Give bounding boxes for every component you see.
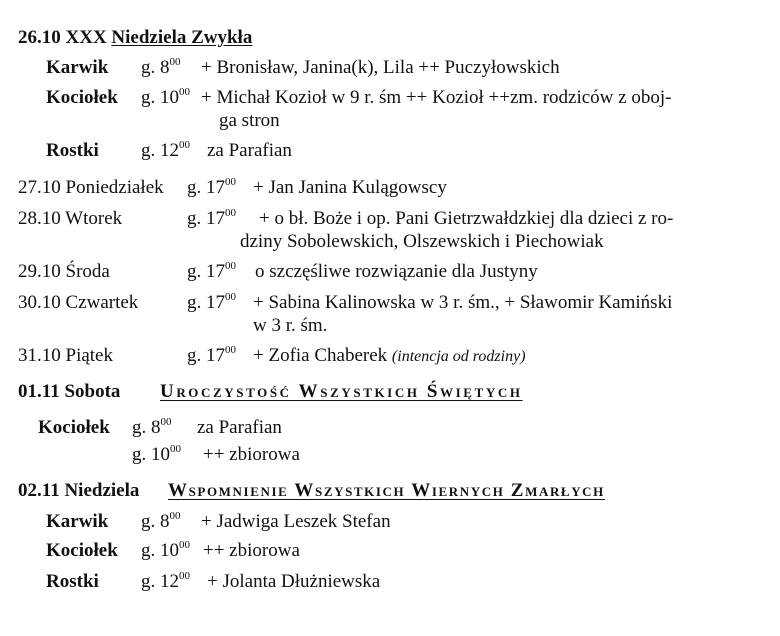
intention-text: za Parafian: [197, 417, 282, 438]
intention-text: + Jan Janina Kulągowscy: [253, 177, 447, 198]
place-label: Rostki: [46, 571, 99, 592]
mass-time: g. $8^{00}$: [132, 416, 172, 438]
intention-text: o szczęśliwe rozwiązanie dla Justyny: [255, 261, 538, 282]
mass-time: g. $17^{00}$: [187, 207, 236, 229]
place-label: Rostki: [46, 140, 99, 161]
intention-text: + Jolanta Dłużniewska: [207, 571, 381, 592]
place-label: Kociołek: [38, 417, 110, 438]
day-label: 28.10 Wtorek: [18, 208, 123, 229]
intention-continuation: ga stron: [219, 110, 280, 131]
feast-heading: Uroczystość Wszystkich Świętych: [160, 381, 523, 402]
place-label: Karwik: [46, 57, 109, 78]
intention-text: + Bronisław, Janina(k), Lila ++ Puczyłowskich: [201, 57, 560, 78]
place-label: Kociołek: [46, 540, 118, 561]
day-label: 27.10 Poniedziałek: [18, 177, 164, 198]
intention-text: ++ zbiorowa: [203, 444, 300, 465]
mass-time: g. $17^{00}$: [187, 291, 236, 313]
intention-text: + Zofia Chaberek (intencja od rodziny): [253, 345, 526, 366]
mass-time: g. $17^{00}$: [187, 344, 236, 366]
intention-text: + Jadwiga Leszek Stefan: [201, 511, 391, 532]
intention-text: za Parafian: [207, 140, 292, 161]
day-label: 31.10 Piątek: [18, 345, 113, 366]
place-label: Karwik: [46, 511, 109, 532]
intention-continuation: dziny Sobolewskich, Olszewskich i Piechowiak: [240, 231, 604, 252]
mass-time: g. $17^{00}$: [187, 260, 236, 282]
mass-time: g. $10^{00}$: [132, 443, 181, 465]
intention-text: + o bł. Boże i op. Pani Gietrzwałdzkiej dla dzieci z ro-: [259, 208, 674, 229]
mass-time: g. $12^{00}$: [141, 139, 190, 161]
day-label: 30.10 Czwartek: [18, 292, 139, 313]
feast-heading: Wspomnienie Wszystkich Wiernych Zmarłych: [168, 480, 605, 501]
intention-text: + Sabina Kalinowska w 3 r. śm., + Sławomir Kamiński: [253, 292, 673, 313]
mass-time: g. $17^{00}$: [187, 176, 236, 198]
mass-time: g. $10^{00}$: [141, 539, 190, 561]
title-date: 26.10 XXX: [18, 27, 107, 48]
title-name: Niedziela Zwykła: [111, 27, 253, 48]
day-label: 01.11 Sobota: [18, 381, 121, 402]
intention-text: + Michał Kozioł w 9 r. śm ++ Kozioł ++zm. rodziców z oboj-: [201, 87, 672, 108]
place-label: Kociołek: [46, 87, 118, 108]
mass-time: g. $8^{00}$: [141, 56, 181, 78]
section-title: [18, 28, 252, 47]
intention-note: (intencja od rodziny): [391, 348, 526, 365]
mass-time: g. $12^{00}$: [141, 570, 190, 592]
day-label: 29.10 Środa: [18, 261, 110, 282]
intention-text: ++ zbiorowa: [203, 540, 300, 561]
mass-time: g. $8^{00}$: [141, 510, 181, 532]
day-label: 02.11 Niedziela: [18, 480, 140, 501]
mass-time: g. $10^{00}$: [141, 86, 190, 108]
intention-continuation: w 3 r. śm.: [253, 315, 328, 336]
